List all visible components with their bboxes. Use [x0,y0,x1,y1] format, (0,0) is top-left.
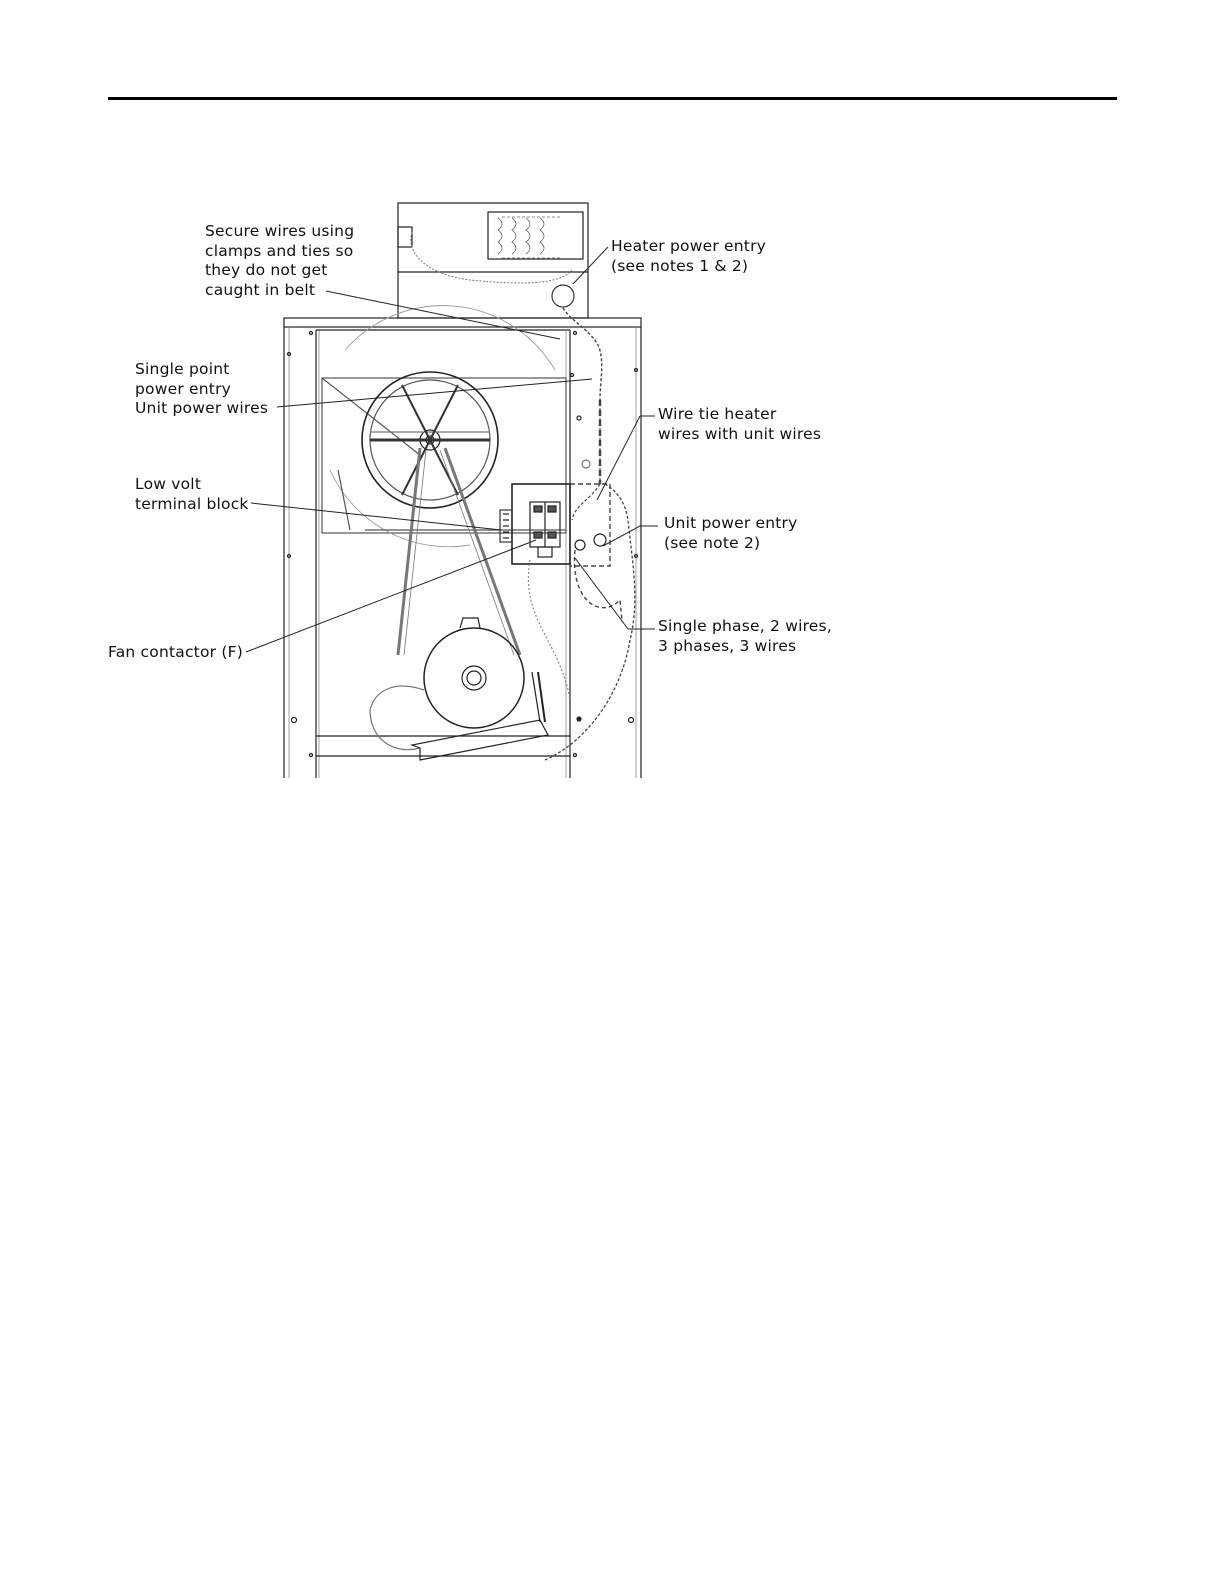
callout-single-phase-wires: Single phase, 2 wires, 3 phases, 3 wires [658,617,832,655]
wire-runs [528,308,634,760]
control-box [500,484,610,566]
belt [398,448,520,655]
callout-unit-power-entry: Unit power entry (see note 2) [664,514,798,552]
callout-secure-wires: Secure wires using clamps and ties so they do not get caught in belt [205,222,355,299]
heater-box [398,203,588,318]
callout-single-point-power-entry: Single point power entry Unit power wires [135,360,269,417]
cabinet [284,327,641,778]
motor [370,618,548,760]
callout-fan-contactor: Fan contactor (F) [108,643,243,661]
callout-wire-tie-heater: Wire tie heater wires with unit wires [658,405,822,443]
callout-low-volt-terminal-block: Low volt terminal block [135,475,249,513]
callout-heater-power-entry: Heater power entry (see notes 1 & 2) [611,237,767,275]
leader-lines [246,247,658,652]
